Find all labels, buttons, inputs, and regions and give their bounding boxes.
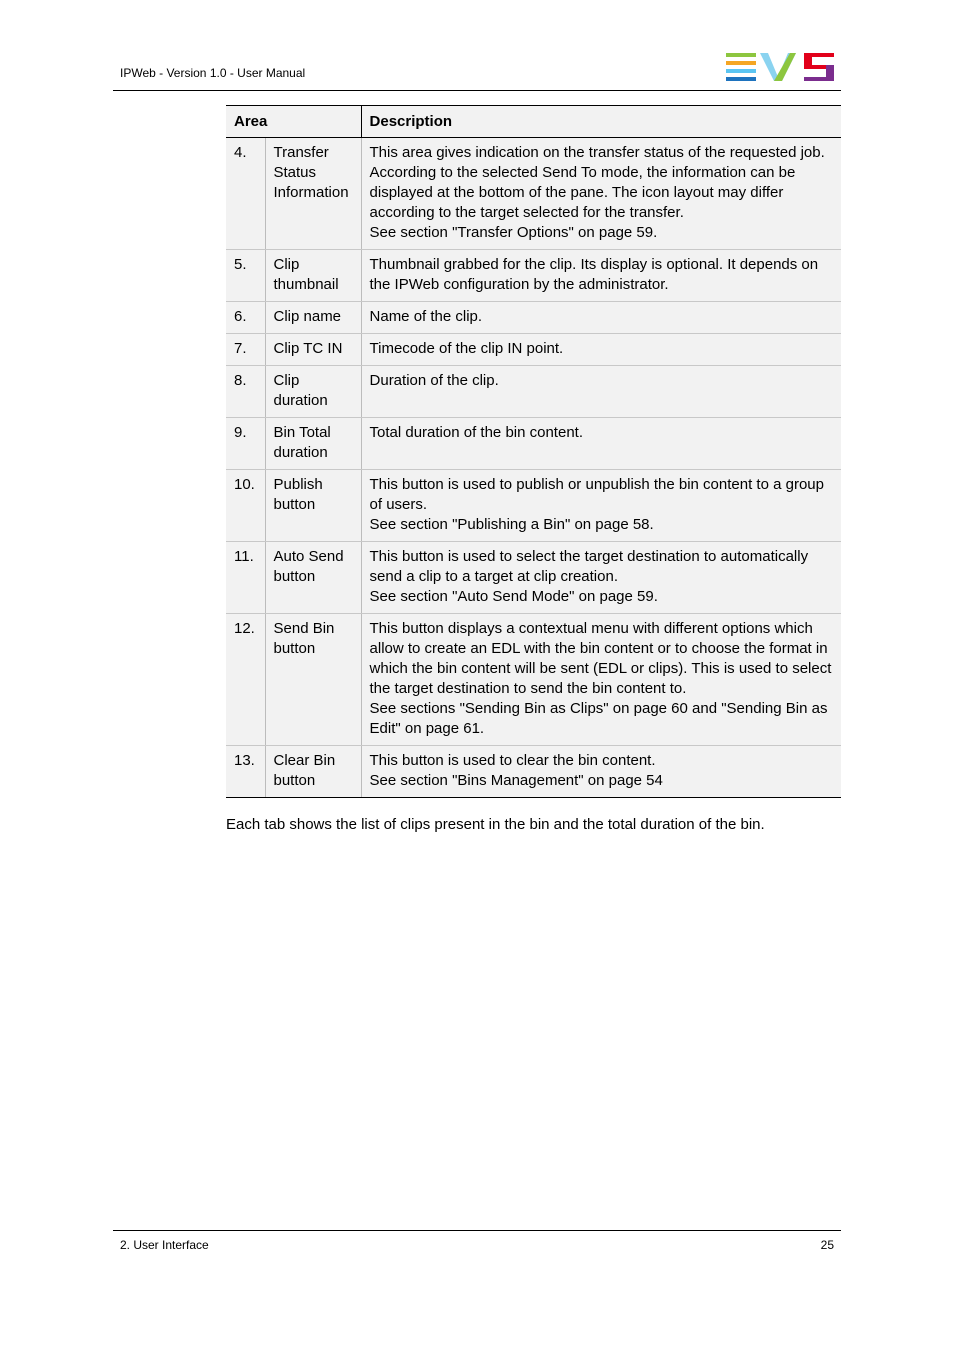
description-line: Timecode of the clip IN point. <box>369 340 564 357</box>
description-line: This button is used to select the target destination to automatically send a clip to a target at clip creation. <box>369 548 809 585</box>
row-number: 9. <box>226 418 265 470</box>
table-row <box>226 138 841 250</box>
row-area: Clip TC IN <box>265 334 361 366</box>
description-line: See section "Bins Management" on page 54 <box>369 772 663 789</box>
description-line: See section "Publishing a Bin" on page 58. <box>369 516 654 533</box>
row-description <box>361 542 841 614</box>
table-row <box>226 366 841 418</box>
table-row <box>226 746 841 798</box>
row-description <box>361 418 841 470</box>
row-description <box>361 470 841 542</box>
row-area: Clip thumbnail <box>265 250 361 302</box>
footer-rule <box>113 1230 841 1231</box>
area-description-table <box>226 105 841 798</box>
footer-section: 2. User Interface <box>120 1238 209 1252</box>
row-area: Clip duration <box>265 366 361 418</box>
row-number: 12. <box>226 614 265 746</box>
row-description <box>361 614 841 746</box>
row-area: Transfer Status Information <box>265 138 361 250</box>
row-number: 13. <box>226 746 265 798</box>
row-area: Publish button <box>265 470 361 542</box>
row-number: 8. <box>226 366 265 418</box>
description-line: Duration of the clip. <box>369 372 499 389</box>
row-description <box>361 334 841 366</box>
row-number: 7. <box>226 334 265 366</box>
row-description <box>361 746 841 798</box>
row-description <box>361 366 841 418</box>
description-line: This area gives indication on the transfer status of the requested job. According to the selected Send To mode, the information can be displayed at the bottom of the pane. The icon layout may differ according to the target selected for the transfer. <box>369 144 825 221</box>
table-row <box>226 542 841 614</box>
row-area: Bin Total duration <box>265 418 361 470</box>
caption-text: Each tab shows the list of clips present in the bin and the total duration of the bin. <box>226 816 765 833</box>
row-description <box>361 302 841 334</box>
row-number: 10. <box>226 470 265 542</box>
table-row <box>226 418 841 470</box>
description-line: This button is used to clear the bin content. <box>369 752 656 769</box>
area-header: Area <box>226 106 361 138</box>
row-area: Auto Send button <box>265 542 361 614</box>
row-area: Send Bin button <box>265 614 361 746</box>
table-row <box>226 334 841 366</box>
row-description <box>361 138 841 250</box>
evs-logo <box>726 53 834 81</box>
row-number: 5. <box>226 250 265 302</box>
table-row <box>226 250 841 302</box>
row-description <box>361 250 841 302</box>
description-line: Name of the clip. <box>369 308 483 325</box>
description-line: See section "Auto Send Mode" on page 59. <box>369 588 658 605</box>
description-line: See sections "Sending Bin as Clips" on page 60 and "Sending Bin as Edit" on page 61. <box>369 700 828 737</box>
description-line: See section "Transfer Options" on page 59. <box>369 224 658 241</box>
row-area: Clear Bin button <box>265 746 361 798</box>
description-line: Total duration of the bin content. <box>369 424 583 441</box>
description-header: Description <box>361 106 841 138</box>
page-number: 25 <box>820 1238 834 1252</box>
row-number: 6. <box>226 302 265 334</box>
row-area: Clip name <box>265 302 361 334</box>
table-row <box>226 614 841 746</box>
table-row <box>226 470 841 542</box>
description-line: Thumbnail grabbed for the clip. Its display is optional. It depends on the IPWeb configuration by the administrator. <box>369 256 819 293</box>
row-number: 11. <box>226 542 265 614</box>
table-row <box>226 302 841 334</box>
description-line: This button is used to publish or unpublish the bin content to a group of users. <box>369 476 824 513</box>
header-rule <box>113 90 841 91</box>
description-line: This button displays a contextual menu with different options which allow to create an EDL with the bin content or to choose the format in which the bin content will be sent (EDL or clips). This is used to select the target destination to send the bin content to. <box>369 620 832 697</box>
table-header-row <box>226 106 841 138</box>
header-title: IPWeb - Version 1.0 - User Manual <box>120 66 306 80</box>
row-number: 4. <box>226 138 265 250</box>
